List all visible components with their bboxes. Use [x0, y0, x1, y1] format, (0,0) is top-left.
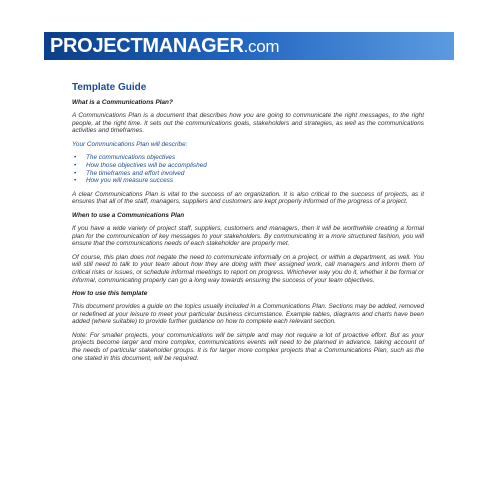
section-heading-how: How to use this template	[72, 290, 148, 298]
brand-logo	[44, 35, 279, 58]
list-item: • The communications objectives	[74, 154, 176, 162]
paragraph-intro-list: Your Communications Plan will describe:	[72, 140, 188, 148]
paragraph: Of course, this plan does not negate the need to communicate informally on a project, or within a department, as well. You will still need to talk to your team about how they are doing with their assigned work, call managers and inform them of critical risks or issues, or schedule informal meetings to report on progress. Whichever way you do it, whether it be formal or informal, communicating properly can go a long way towards ensuring the success of your team objectives.	[72, 253, 424, 284]
paragraph: If you have a wide variety of project staff, suppliers, customers and managers, then it will be worthwhile creating a formal plan for the communication of key messages to your stakeholders. By communicating in a more structured fashion, you will ensure that the communications needs of each stakeholder are properly met.	[72, 224, 424, 248]
brand-banner	[44, 32, 454, 60]
logo-main-text: PROJECTMANAGER	[50, 34, 244, 57]
paragraph: A Communications Plan is a document that describes how you are going to communicate the right messages, to the right people, at the right time. It sets out the communications goals, stakeholders and strategies, as well as the communications activities and timeframes.	[72, 112, 424, 135]
paragraph: This document provides a guide on the topics usually included in a Communications Plan. Sections may be added, removed or redefined at your leisure to meet your particular business circumstance. Example tables, diagrams and charts have been added (where suitable) to provide further guidance on how to complete each relevant section.	[72, 303, 424, 326]
document-body	[72, 82, 424, 368]
paragraph: A clear Communications Plan is vital to the success of an organization. It is also critical to the success of projects, as it ensures that all of the staff, managers, suppliers and customers are kept properly informed of the progress of a project.	[72, 190, 424, 206]
list-item: • The timeframes and effort involved	[74, 169, 185, 177]
list-item: • How you will measure success	[74, 177, 174, 185]
list-item: • How those objectives will be accomplished	[74, 161, 207, 169]
section-heading-when: When to use a Communications Plan	[72, 211, 185, 219]
section-heading-what: What is a Communications Plan?	[72, 99, 173, 106]
document-title: Template Guide	[72, 82, 147, 93]
paragraph-note: Note: For smaller projects, your communications will be simple and may not require a lot of proactive effort. But as your projects become larger and more complex, communications events will need to be planned in advance, taking account of the needs of particular stakeholder groups. It is for larger more complex projects that a Communications Plan, such as the one stated in this document, will be required.	[72, 331, 424, 362]
logo-suffix-text: .com	[243, 36, 280, 56]
objectives-list	[72, 154, 424, 184]
